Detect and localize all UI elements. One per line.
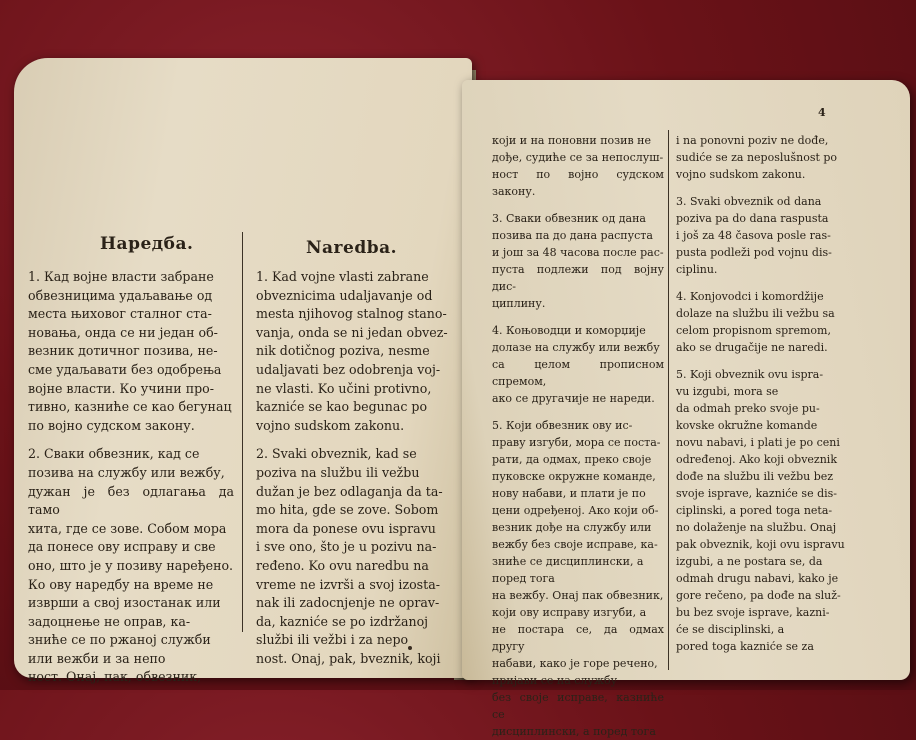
text-line: izgubi, a ne postara se, da	[676, 555, 823, 568]
paragraph-gap	[256, 435, 448, 445]
text-line: ако се другачије не нареди.	[492, 392, 655, 405]
text-line: ređeno. Ko ovu naredbu na	[256, 557, 429, 573]
text-line: пуста подлежи под војну дис-	[492, 263, 664, 293]
text-line: odmah drugu nabavi, kako je	[676, 572, 839, 585]
text-line: који ову исправу изгуби, а	[492, 606, 647, 619]
text-line: везник дотичног позива, не-	[28, 343, 218, 359]
text-line: војне власти. Ко учини про-	[28, 380, 214, 396]
text-line: пријави се на службу	[492, 674, 618, 687]
text-line: места њиховог сталног ста-	[28, 306, 212, 322]
text-line: nak ili zadocnjenje ne oprav-	[256, 595, 440, 611]
text-line: поред тога	[492, 572, 555, 585]
text-line: 5. Koji obveznik ovu ispra-	[676, 368, 824, 381]
text-line: ne vlasti. Ko učini protivno,	[256, 380, 432, 396]
left-page	[14, 58, 472, 685]
text-line: 1. Кад војне власти забране	[28, 269, 214, 284]
text-line: позива па до дана распуста	[492, 229, 653, 242]
text-line: vojno sudskom zakonu.	[256, 417, 405, 433]
text-line: не постара се, да одмах другу	[492, 623, 664, 653]
text-line: vojno sudskom zakonu.	[676, 168, 806, 181]
text-line: obveznicima udaljavanje od	[256, 287, 433, 303]
text-line: пуковске окружне команде,	[492, 470, 656, 483]
paragraph-gap	[492, 200, 664, 210]
text-line: цени одређеној. Ако који об-	[492, 504, 659, 517]
text-line: kovske okružne komande	[676, 419, 818, 432]
text-line: позива на службу или вежбу,	[28, 464, 225, 480]
latin-column	[256, 268, 448, 668]
text-line: зниће се по ржаној служби	[28, 632, 211, 648]
text-line: ciplinu.	[676, 263, 718, 276]
text-line: дужан је без одлагања да тамо	[28, 483, 234, 518]
text-line: će se disciplinski, a	[676, 623, 785, 636]
text-line: i na ponovni poziv ne dođe,	[676, 134, 829, 147]
text-line: 2. Сваки обвезник, кад се	[28, 446, 200, 462]
text-line: дисциплински, а поред тога	[492, 725, 656, 738]
text-line: vanja, onda se ni jedan obvez-	[256, 324, 448, 340]
text-line: nost. Onaj, pak, bveznik, koji	[256, 650, 441, 666]
paragraph-gap	[28, 435, 234, 445]
text-line: sudiće se za neposlušnost po	[676, 151, 838, 164]
text-line: vu izgubi, mora se	[676, 385, 779, 398]
text-line: циплину.	[492, 297, 546, 310]
text-line: обвезницима удаљавање од	[28, 287, 213, 303]
text-line: 5. Који обвезник ову ис-	[492, 419, 633, 432]
text-line: novu nabavi, i plati je po ceni	[676, 436, 840, 449]
cyrillic-column-right	[492, 132, 664, 740]
text-line: оно, што је у позиву наређено.	[28, 557, 234, 573]
text-line: тивно, казниће се као бегунац	[28, 399, 232, 415]
text-line: kazniće se kao begunac po	[256, 399, 428, 415]
text-line: gore rečeno, pa dođe na služ-	[676, 589, 841, 602]
latin-heading: Naredba.	[306, 238, 398, 258]
text-line: određenoj. Ako koji obveznik	[676, 453, 837, 466]
text-line: udaljavati bez odobrenja voj-	[256, 361, 441, 377]
text-line: pak obveznik, koji ovu ispravu	[676, 538, 845, 551]
text-line: i sve ono, što je u pozivu na-	[256, 539, 437, 555]
text-line: dužan je bez odlaganja da ta-	[256, 483, 443, 499]
cyrillic-column	[28, 268, 234, 687]
column-divider-right	[668, 130, 669, 670]
text-line: no dolaženje na službu. Onaj	[676, 521, 837, 534]
text-line: da odmah preko svoje pu-	[676, 402, 820, 415]
text-line: изврши а свој изостанак или	[28, 595, 221, 611]
paragraph-gap	[676, 356, 854, 366]
paragraph-gap	[492, 407, 664, 417]
text-line: рати, да одмах, преко своје	[492, 453, 652, 466]
text-line: да понесе ову исправу и све	[28, 539, 216, 555]
text-line: и још за 48 часова после рас-	[492, 246, 664, 259]
right-page	[462, 80, 910, 738]
text-line: da, kazniće se po izdržanoj	[256, 613, 429, 629]
text-line: poziva pa do dana raspusta	[676, 212, 829, 225]
text-line: нову набави, и плати је по	[492, 487, 646, 500]
text-line: зниће се дисциплински, а	[492, 555, 644, 568]
text-line: без своје исправе, казниће се	[492, 691, 664, 721]
text-line: дође, судиће се за непослуш-	[492, 151, 664, 164]
text-line: poziva na službu ili vežbu	[256, 464, 420, 480]
text-line: dođe na službu ili vežbu bez	[676, 470, 834, 483]
cyrillic-heading: Наредба.	[100, 234, 194, 254]
latin-column-right	[676, 132, 854, 655]
text-line: vreme ne izvrši a svoj izosta-	[256, 576, 440, 592]
text-line: mora da ponese ovu ispravu	[256, 520, 436, 536]
text-line: вежбу без своје исправе, ка-	[492, 538, 658, 551]
text-line: праву изгуби, мора се поста-	[492, 436, 661, 449]
text-line: по војно судском закону.	[28, 417, 195, 433]
text-line: или вежби и за непо	[28, 650, 166, 666]
column-divider	[242, 232, 243, 632]
text-line: новања, онда се ни један об-	[28, 324, 218, 340]
text-line: mesta njihovog stalnog stano-	[256, 306, 447, 322]
text-line: на вежбу. Онај пак обвезник,	[492, 589, 664, 602]
text-line: Ко ову наредбу на време не	[28, 576, 214, 592]
text-line: долазе на службу или вежбу	[492, 341, 660, 354]
text-line: задоцнење не оправ, ка-	[28, 613, 191, 629]
text-line: 3. Svaki obveznik od dana	[676, 195, 822, 208]
text-line: везник дође на службу или	[492, 521, 652, 534]
text-line: dolaze na službu ili vežbu sa	[676, 307, 835, 320]
text-line: 3. Сваки обвезник од дана	[492, 212, 646, 225]
text-line: nik dotičnog poziva, nesme	[256, 343, 430, 359]
text-line: pored toga kazniće se za	[676, 640, 814, 653]
text-line: svoje isprave, kazniće se dis-	[676, 487, 837, 500]
text-line: ciplinski, a pored toga neta-	[676, 504, 833, 517]
text-line: 2. Svaki obveznik, kad se	[256, 446, 417, 462]
text-line: celom propisnom spremom,	[676, 324, 831, 337]
text-line: ност. Онај, пак, обвезник,	[28, 669, 202, 685]
text-line: који и на поновни позив не	[492, 134, 652, 147]
text-line: сме удаљавати без одобрења	[28, 361, 222, 377]
text-line: bu bez svoje isprave, kazni-	[676, 606, 830, 619]
text-line: 4. Konjovodci i komordžije	[676, 290, 824, 303]
page-number: 4	[818, 106, 826, 119]
text-line: хита, где се зове. Собом мора	[28, 520, 227, 536]
text-line: pusta podleži pod vojnu dis-	[676, 246, 832, 259]
text-line: са целом прописном спремом,	[492, 358, 664, 388]
text-line: ност по војно судском закону.	[492, 168, 664, 198]
text-line: mo hita, gde se zove. Sobom	[256, 502, 439, 518]
paragraph-gap	[676, 183, 854, 193]
text-line: i još za 48 časova posle ras-	[676, 229, 831, 242]
text-line: 1. Kad vojne vlasti zabrane	[256, 269, 429, 284]
paragraph-gap	[676, 278, 854, 288]
text-line: набави, како је горе речено,	[492, 657, 658, 670]
text-line: službi ili vežbi i za nepo	[256, 632, 409, 648]
paragraph-gap	[492, 312, 664, 322]
text-line: 4. Коњоводци и коморџије	[492, 324, 646, 337]
text-line: ako se drugačije ne naredi.	[676, 341, 828, 354]
ink-dot	[408, 646, 412, 650]
